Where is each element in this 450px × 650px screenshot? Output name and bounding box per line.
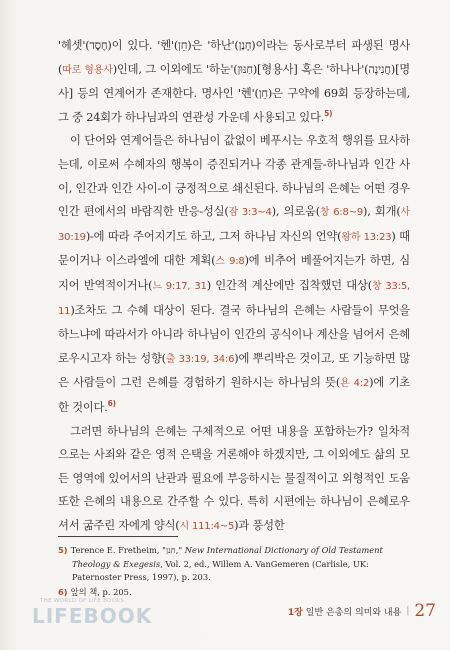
chapter-title: 일반 은총의 의미와 내용	[305, 607, 402, 618]
footnote-marker: 5)	[324, 109, 333, 119]
page-footer	[236, 601, 436, 621]
scripture-reference: 사 30:19	[58, 207, 410, 243]
lifebook-watermark: THE WORLD OF LIFE BOOKS LIFEBOOK	[32, 598, 153, 628]
paragraph-2: 이 단어와 연계어들은 하나님이 값없이 베푸시는 우호적 행위를 묘사하는데, 이로써 수혜자의 행복이 증진되거나 각종 관계들-하나님과 인간 사이, 인간과 인간 사이-이 긍정적으로 쇄신된다. 하나님의 은혜는 어떤 경우 인간 편에서의 바람직한 반응-성실(잠 3:3~4), 의로움(창 6:8~9), 회개(사 30:19)-에 따라 주어지기도 하고, 그저 하나님 자신의 언약(왕하 13:23) 때문이거나 이스라엘에 대한 계획(스 9:8)에 비추어 베풀어지는가 하면, 심지어 반역적이거나(느 9:17, 31) 인간적 계산에만 집착했던 대상(창 33:5, 11)조차도 그 수혜 대상이 된다. 결국 하나님의 은혜는 사람들이 무엇을 하느냐에 따라서가 아니라 하나님이 인간의 공식이나 계산을 넘어서 은혜로우시고자 하는 성향(출 33:19, 34:6)에 뿌리박은 것이고, 또 기능하면 많은 사람들이 그런 은혜를 경험하기 원하시는 하나님의 뜻(욘 4:2)에 기초한 것이다.$^{6)}$	[58, 134, 411, 414]
paragraph-1: '헤셋'(חֶסֶד)이 있다. '헨'(חֵן)은 '하난'(חָנַן)이라는 동사로부터 파생된 명사(따로 형용사)인데, 그 이외에도 '하눈'(חַנּוּן)[형용사] 혹은 '하나나'(חֲנִינָה)[명사] 등의 연계어가 존재한다. 명사인 '헨'(חֵן)은 구약에 69회 등장하는데, 그 중 24회가 하나님과의 연관성 가운데 사용되고 있다.$^{5)}$	[58, 39, 411, 124]
footer-separator: |	[406, 606, 410, 616]
footnotes	[58, 544, 410, 600]
footnote-6: 6) 앞의 책, p. 205.	[58, 586, 132, 597]
scripture-reference: 느 9:17, 31	[152, 280, 207, 292]
scripture-reference: 창 6:8~9	[319, 207, 364, 219]
scripture-reference: 스 9:8	[215, 256, 245, 268]
scripture-reference: 출 33:19, 34:6	[165, 353, 235, 365]
chapter-number: 1장	[287, 607, 303, 618]
paragraph-3: 그러면 하나님의 은혜는 구체적으로 어떤 내용을 포함하는가? 일차적으로는 사죄와 같은 영적 은택을 거론해야 하겠지만, 그 이외에도 삶의 모든 영역에 있어서의 난관과 필요에 부응하시는 물질적이고 외형적인 도움 또한 은혜의 내용으로 간주할 수 있다. 특히 시편에는 하나님이 은혜로우셔서 굶주린 자에게 양식(시 111:4~5)과 풍성한	[58, 424, 410, 532]
scripture-reference: 시 111:4~5	[179, 520, 235, 532]
scripture-reference: 욘 4:2	[340, 378, 370, 390]
footnote-marker: 6)	[107, 399, 116, 409]
scripture-reference: 잠 3:3~4	[228, 207, 272, 219]
scripture-reference: 창 33:5, 11	[58, 280, 410, 317]
reference: 따로 형용사	[62, 64, 113, 76]
footnote-divider	[58, 536, 178, 537]
footnote-5: 5) Terence E. Fretheim, "חנן," New International Dictionary of Old Testament Theology & Exegesis, Vol. 2, ed., Willem A. VanGemeren (Carlisle, UK: Paternoster Press, 1997), p. 203.	[58, 545, 383, 582]
body-text	[58, 34, 410, 538]
page-number: 27	[414, 601, 436, 621]
scripture-reference: 왕하 13:23	[341, 231, 392, 243]
